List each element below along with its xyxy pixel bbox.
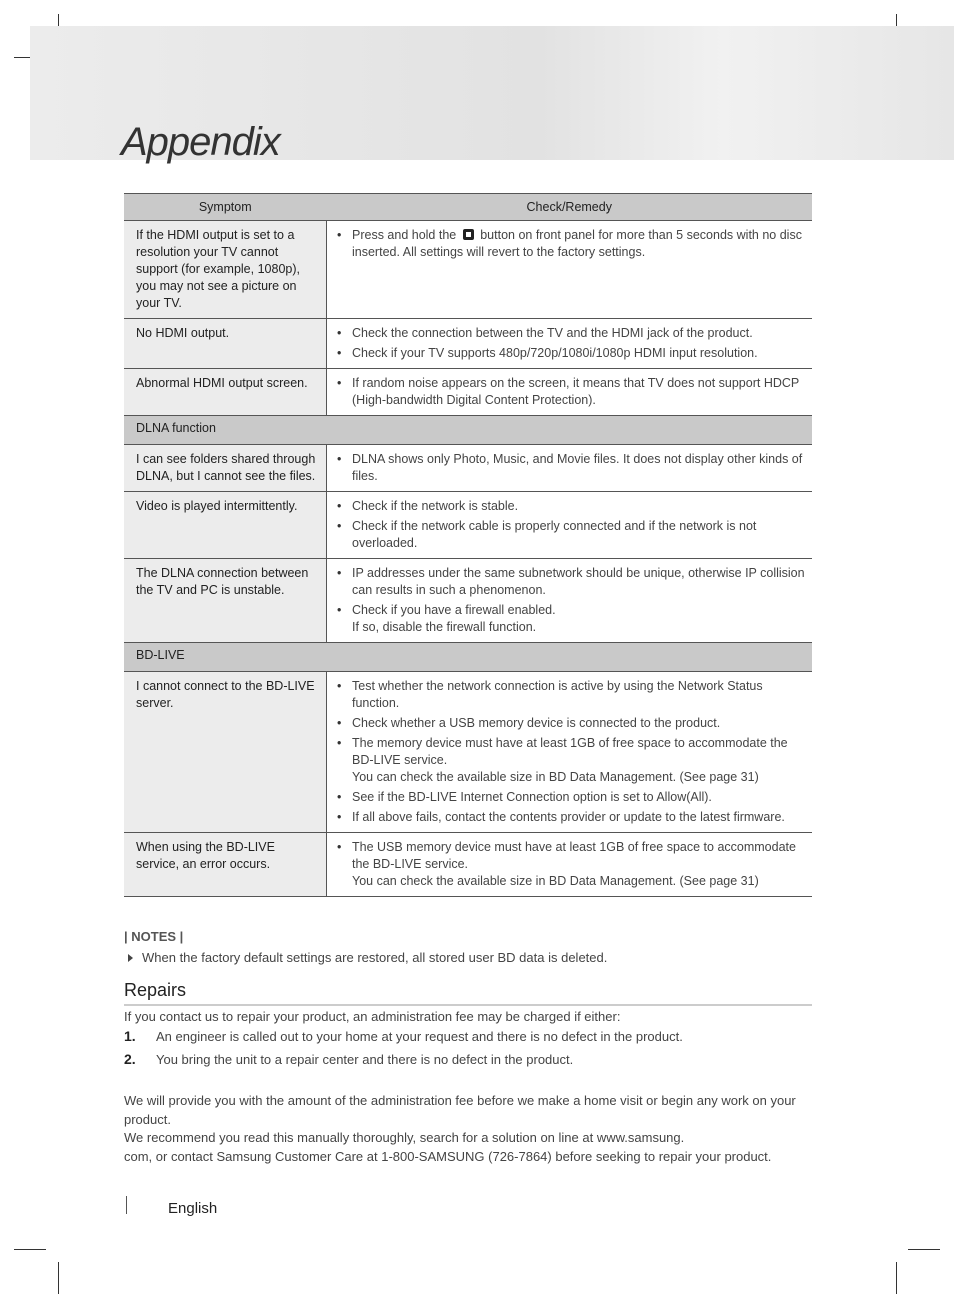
- repairs-paragraph: We will provide you with the amount of the administration fee before we make a home visit or begin any work on your product.: [124, 1093, 796, 1127]
- section-label: BD-LIVE: [124, 643, 812, 672]
- remedy-column-header: Check/Remedy: [327, 194, 813, 221]
- remedy-item: • Check if your TV supports 480p/720p/1080i/1080p HDMI input resolution.: [337, 345, 806, 362]
- remedy-item: • Test whether the network connection is active by using the Network Status function.: [337, 678, 806, 712]
- remedy-item: • Check whether a USB memory device is connected to the product.: [337, 715, 806, 732]
- note-item: When the factory default settings are restored, all stored user BD data is deleted.: [124, 950, 607, 965]
- symptom-column-header: Symptom: [124, 194, 327, 221]
- symptom-cell: The DLNA connection between the TV and PC is unstable.: [124, 559, 327, 643]
- crop-mark: [58, 1262, 59, 1294]
- remedy-cell: [327, 319, 813, 369]
- section-row-dlna: [124, 416, 812, 445]
- notes-label: | NOTES |: [124, 929, 184, 944]
- remedy-item: • If random noise appears on the screen, it means that TV does not support HDCP (High-bandwidth Digital Content Protection).: [337, 375, 806, 409]
- symptom-cell: I cannot connect to the BD-LIVE server.: [124, 672, 327, 833]
- remedy-cell: [327, 369, 813, 416]
- table-row: [124, 833, 812, 897]
- troubleshooting-table: [124, 193, 812, 897]
- remedy-cell: [327, 559, 813, 643]
- footer-divider: [126, 1196, 127, 1214]
- table-header-row: [124, 194, 812, 221]
- table-row: [124, 319, 812, 369]
- repairs-paragraph: We recommend you read this manually thoroughly, search for a solution on line at www.samsung. com, or contact Samsung Customer Care at 1-800-SAMSUNG (726-7864) before seeking to repair your product.: [124, 1130, 772, 1164]
- table-row: [124, 492, 812, 559]
- remedy-cell: [327, 445, 813, 492]
- right-arrow-icon: [128, 954, 133, 962]
- remedy-item: • Check if the network cable is properly connected and if the network is not overloaded.: [337, 518, 806, 552]
- remedy-item: • IP addresses under the same subnetwork should be unique, otherwise IP collision can results in such a phenomenon.: [337, 565, 806, 599]
- section-label: DLNA function: [124, 416, 812, 445]
- symptom-cell: Video is played intermittently.: [124, 492, 327, 559]
- crop-mark: [908, 1249, 940, 1250]
- numbered-item: 1. An engineer is called out to your home at your request and there is no defect in the product.: [124, 1028, 683, 1044]
- remedy-item: • Check if the network is stable.: [337, 498, 806, 515]
- remedy-item: • Check if you have a firewall enabled. If so, disable the firewall function.: [337, 602, 806, 636]
- symptom-cell: No HDMI output.: [124, 319, 327, 369]
- table-row: [124, 221, 812, 319]
- symptom-cell: Abnormal HDMI output screen.: [124, 369, 327, 416]
- footer-language: English: [168, 1200, 218, 1217]
- section-heading-repairs: Repairs: [124, 980, 187, 1000]
- section-row-bdlive: [124, 643, 812, 672]
- repairs-intro: If you contact us to repair your product, an administration fee may be charged if either:: [124, 1009, 621, 1024]
- stop-button-icon: [463, 229, 474, 240]
- remedy-item: • The memory device must have at least 1GB of free space to accommodate the BD-LIVE service. You can check the available size in BD Data Management. (See page 31): [337, 735, 806, 786]
- divider: [124, 1004, 812, 1006]
- crop-mark: [14, 1249, 46, 1250]
- table-row: [124, 559, 812, 643]
- remedy-cell: [327, 833, 813, 897]
- remedy-item: • See if the BD-LIVE Internet Connection option is set to Allow(All).: [337, 789, 806, 806]
- remedy-cell: [327, 221, 813, 319]
- symptom-cell: I can see folders shared through DLNA, but I cannot see the files.: [124, 445, 327, 492]
- table-row: [124, 369, 812, 416]
- remedy-item: • Check the connection between the TV and the HDMI jack of the product.: [337, 325, 806, 342]
- remedy-cell: [327, 672, 813, 833]
- remedy-item: • Press and hold the button on front panel for more than 5 seconds with no disc inserted. All settings will revert to the factory settings.: [337, 227, 806, 261]
- remedy-item: • The USB memory device must have at least 1GB of free space to accommodate the BD-LIVE service. You can check the available size in BD Data Management. (See page 31): [337, 839, 806, 890]
- crop-mark: [896, 1262, 897, 1294]
- page-title: Appendix: [121, 120, 280, 164]
- table-row: [124, 672, 812, 833]
- remedy-item: • DLNA shows only Photo, Music, and Movie files. It does not display other kinds of files.: [337, 451, 806, 485]
- symptom-cell: If the HDMI output is set to a resolution your TV cannot support (for example, 1080p), you may not see a picture on your TV.: [124, 221, 327, 319]
- table-row: [124, 445, 812, 492]
- numbered-item: 2. You bring the unit to a repair center and there is no defect in the product.: [124, 1051, 574, 1067]
- symptom-cell: When using the BD-LIVE service, an error occurs.: [124, 833, 327, 897]
- remedy-item: • If all above fails, contact the contents provider or update to the latest firmware.: [337, 809, 806, 826]
- remedy-cell: [327, 492, 813, 559]
